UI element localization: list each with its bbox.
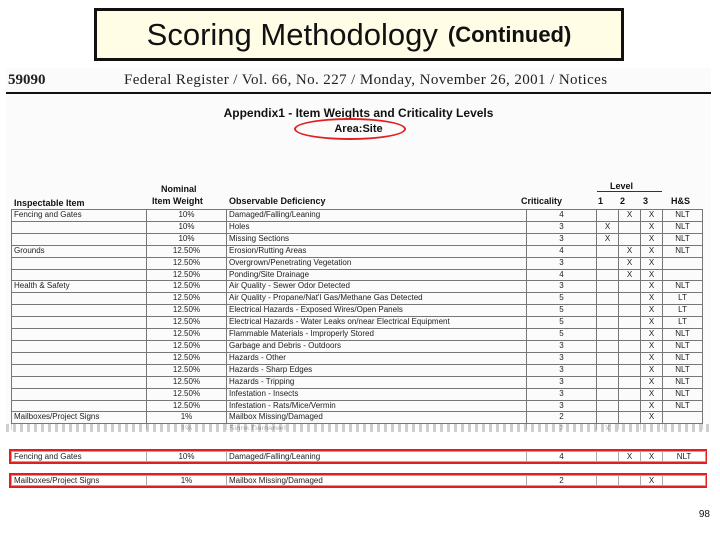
level-2-cell: X [619, 452, 641, 462]
header-rule [6, 92, 711, 94]
inspectable-item-cell: Mailboxes/Project Signs [12, 476, 147, 486]
item-weight-cell: 12.50% [147, 388, 227, 400]
level-2-cell [619, 281, 641, 293]
slide-title-box [94, 8, 624, 61]
level-3-cell: X [641, 400, 663, 412]
hs-cell: NLT [663, 400, 703, 412]
slide-subtitle: (Continued) [447, 21, 572, 47]
inspectable-item-cell: Health & Safety [12, 281, 147, 293]
criticality-cell: 3 [527, 221, 597, 233]
level-3-cell: X [641, 476, 663, 486]
level-2-cell [619, 476, 641, 486]
deficiency-cell: Hazards - Other [227, 352, 527, 364]
level-3-cell: X [641, 352, 663, 364]
item-weight-cell: 12.50% [147, 245, 227, 257]
table-row [12, 476, 706, 486]
item-weight-cell: 12.50% [147, 317, 227, 329]
level-3-cell: X [641, 245, 663, 257]
header-level-1: 1 [598, 196, 604, 206]
item-weight-cell: 12.50% [147, 269, 227, 281]
level-3-cell: X [641, 412, 663, 424]
level-3-cell: X [641, 293, 663, 305]
inspectable-item-cell [12, 221, 147, 233]
criticality-cell: 4 [527, 245, 597, 257]
table-row [12, 221, 703, 233]
highlight-row-mailboxes [9, 473, 707, 488]
level-2-cell [619, 329, 641, 341]
level-2-cell: X [619, 245, 641, 257]
item-weight-cell: 10% [147, 210, 227, 222]
table-row [12, 400, 703, 412]
level-1-cell [597, 364, 619, 376]
level-1-cell [597, 340, 619, 352]
criticality-cell: 3 [527, 233, 597, 245]
level-3-cell: X [641, 317, 663, 329]
item-weights-table [11, 209, 711, 430]
header-level-3: 3 [643, 196, 649, 206]
level-3-cell: X [641, 329, 663, 341]
level-3-cell: X [641, 210, 663, 222]
deficiency-cell: Mailbox Missing/Damaged [227, 476, 527, 486]
item-weight-cell: 1% [147, 476, 227, 486]
slide-number: 98 [698, 509, 710, 520]
table-row [12, 388, 703, 400]
level-1-cell [597, 476, 619, 486]
level-1-cell [597, 400, 619, 412]
header-inspectable-item: Inspectable Item [14, 198, 85, 208]
criticality-cell: 2 [527, 412, 597, 424]
hs-cell: NLT [663, 221, 703, 233]
level-2-cell: X [619, 257, 641, 269]
level-2-cell [619, 233, 641, 245]
level-2-cell [619, 352, 641, 364]
table-row [12, 317, 703, 329]
table-row [12, 452, 706, 462]
level-2-cell [619, 221, 641, 233]
deficiency-cell: Air Quality - Propane/Nat'l Gas/Methane Gas Detected [227, 293, 527, 305]
inspectable-item-cell [12, 400, 147, 412]
hs-cell: LT [663, 305, 703, 317]
level-1-cell [597, 257, 619, 269]
level-3-cell: X [641, 269, 663, 281]
deficiency-cell: Hazards - Sharp Edges [227, 364, 527, 376]
level-1-cell: X [597, 221, 619, 233]
level-3-cell: X [641, 257, 663, 269]
level-3-cell: X [641, 221, 663, 233]
item-weight-cell: 12.50% [147, 329, 227, 341]
inspectable-item-cell [12, 257, 147, 269]
level-3-cell: X [641, 452, 663, 462]
inspectable-item-cell [12, 352, 147, 364]
register-page-number: 59090 [8, 72, 46, 88]
level-2-cell [619, 364, 641, 376]
level-1-cell [597, 317, 619, 329]
criticality-cell: 5 [527, 317, 597, 329]
item-weight-cell: 12.50% [147, 352, 227, 364]
inspectable-item-cell [12, 329, 147, 341]
table-row [12, 352, 703, 364]
deficiency-cell: Infestation - Insects [227, 388, 527, 400]
item-weight-cell: 12.50% [147, 293, 227, 305]
level-2-cell: X [619, 210, 641, 222]
deficiency-cell: Garbage and Debris - Outdoors [227, 340, 527, 352]
table-row [12, 364, 703, 376]
inspectable-item-cell [12, 269, 147, 281]
header-criticality: Criticality [521, 196, 563, 206]
deficiency-cell: Damaged/Falling/Leaning [227, 210, 527, 222]
deficiency-cell: Electrical Hazards - Water Leaks on/near Electrical Equipment [227, 317, 527, 329]
level-1-cell [597, 293, 619, 305]
hs-cell: NLT [663, 245, 703, 257]
level-underline [597, 191, 662, 192]
header-hs: H&S [671, 196, 691, 206]
table-row [12, 340, 703, 352]
table-row [12, 233, 703, 245]
criticality-cell: 4 [527, 269, 597, 281]
hs-cell: NLT [663, 388, 703, 400]
scanned-register-page [6, 68, 711, 430]
level-1-cell: X [597, 233, 619, 245]
table-row [12, 376, 703, 388]
level-3-cell: X [641, 305, 663, 317]
level-1-cell [597, 269, 619, 281]
header-observable-deficiency: Observable Deficiency [229, 196, 326, 206]
deficiency-cell: Air Quality - Sewer Odor Detected [227, 281, 527, 293]
criticality-cell: 3 [527, 352, 597, 364]
criticality-cell: 3 [527, 257, 597, 269]
table-row [12, 281, 703, 293]
level-2-cell [619, 388, 641, 400]
level-1-cell [597, 388, 619, 400]
level-2-cell [619, 340, 641, 352]
header-level: Level [610, 181, 634, 191]
criticality-cell: 3 [527, 340, 597, 352]
level-1-cell [597, 452, 619, 462]
torn-edge [6, 424, 711, 432]
item-weight-cell: 10% [147, 233, 227, 245]
level-1-cell [597, 352, 619, 364]
inspectable-item-cell [12, 317, 147, 329]
table-row [12, 305, 703, 317]
appendix-area: Area:Site [334, 123, 383, 135]
inspectable-item-cell [12, 293, 147, 305]
criticality-cell: 5 [527, 305, 597, 317]
level-2-cell: X [619, 269, 641, 281]
register-title: Federal Register / Vol. 66, No. 227 / Monday, November 26, 2001 / Notices [124, 72, 608, 88]
appendix-title: Appendix1 - Item Weights and Criticality Levels [223, 106, 494, 120]
item-weight-cell: 10% [147, 452, 227, 462]
level-3-cell: X [641, 364, 663, 376]
table-row [12, 329, 703, 341]
table-row [12, 269, 703, 281]
level-1-cell [597, 305, 619, 317]
table-row [12, 210, 703, 222]
criticality-cell: 3 [527, 400, 597, 412]
header-item-weight: Item Weight [152, 196, 203, 206]
item-weight-cell: 12.50% [147, 400, 227, 412]
hs-cell: NLT [663, 352, 703, 364]
inspectable-item-cell: Grounds [12, 245, 147, 257]
table-row [12, 257, 703, 269]
level-1-cell [597, 412, 619, 424]
table-row [12, 293, 703, 305]
register-header [6, 72, 711, 94]
inspectable-item-cell [12, 340, 147, 352]
level-3-cell: X [641, 376, 663, 388]
deficiency-cell: Infestation - Rats/Mice/Vermin [227, 400, 527, 412]
level-3-cell: X [641, 388, 663, 400]
item-weight-cell: 12.50% [147, 305, 227, 317]
deficiency-cell: Holes [227, 221, 527, 233]
level-1-cell [597, 245, 619, 257]
inspectable-item-cell: Fencing and Gates [12, 210, 147, 222]
header-nominal: Nominal [161, 184, 197, 194]
hs-cell: NLT [663, 364, 703, 376]
deficiency-cell: Flammable Materials - Improperly Stored [227, 329, 527, 341]
level-3-cell: X [641, 233, 663, 245]
deficiency-cell: Electrical Hazards - Exposed Wires/Open Panels [227, 305, 527, 317]
hs-cell: NLT [663, 281, 703, 293]
level-2-cell [619, 400, 641, 412]
item-weight-cell: 1% [147, 412, 227, 424]
deficiency-cell: Hazards - Tripping [227, 376, 527, 388]
deficiency-cell: Ponding/Site Drainage [227, 269, 527, 281]
hs-cell: LT [663, 293, 703, 305]
level-2-cell [619, 376, 641, 388]
table-row [12, 245, 703, 257]
level-1-cell [597, 281, 619, 293]
deficiency-cell: Mailbox Missing/Damaged [227, 412, 527, 424]
deficiency-cell: Erosion/Rutting Areas [227, 245, 527, 257]
criticality-cell: 4 [527, 452, 597, 462]
criticality-cell: 5 [527, 329, 597, 341]
level-1-cell [597, 329, 619, 341]
criticality-cell: 5 [527, 293, 597, 305]
hs-cell: NLT [663, 452, 706, 462]
slide-title: Scoring Methodology [146, 16, 438, 52]
level-2-cell [619, 305, 641, 317]
inspectable-item-cell [12, 388, 147, 400]
hs-cell: LT [663, 317, 703, 329]
criticality-cell: 3 [527, 364, 597, 376]
criticality-cell: 2 [527, 476, 597, 486]
hs-cell: NLT [663, 329, 703, 341]
criticality-cell: 4 [527, 210, 597, 222]
hs-cell [663, 269, 703, 281]
item-weight-cell: 12.50% [147, 376, 227, 388]
level-1-cell [597, 210, 619, 222]
item-weight-cell: 10% [147, 221, 227, 233]
inspectable-item-cell [12, 233, 147, 245]
inspectable-item-cell [12, 376, 147, 388]
item-weight-cell: 12.50% [147, 281, 227, 293]
hs-cell: NLT [663, 233, 703, 245]
hs-cell [663, 412, 703, 424]
inspectable-item-cell [12, 364, 147, 376]
header-level-2: 2 [620, 196, 626, 206]
inspectable-item-cell: Fencing and Gates [12, 452, 147, 462]
deficiency-cell: Overgrown/Penetrating Vegetation [227, 257, 527, 269]
criticality-cell: 3 [527, 281, 597, 293]
level-1-cell [597, 376, 619, 388]
criticality-cell: 3 [527, 376, 597, 388]
table-row [12, 412, 703, 424]
hs-cell [663, 257, 703, 269]
criticality-cell: 3 [527, 388, 597, 400]
hs-cell: NLT [663, 376, 703, 388]
highlight-row-fencing [9, 449, 707, 464]
item-weight-cell: 12.50% [147, 257, 227, 269]
item-weight-cell: 12.50% [147, 340, 227, 352]
hs-cell: NLT [663, 340, 703, 352]
inspectable-item-cell [12, 305, 147, 317]
deficiency-cell: Damaged/Falling/Leaning [227, 452, 527, 462]
area-highlight-circle [294, 118, 406, 140]
level-3-cell: X [641, 281, 663, 293]
level-3-cell: X [641, 340, 663, 352]
item-weight-cell: 12.50% [147, 364, 227, 376]
inspectable-item-cell: Mailboxes/Project Signs [12, 412, 147, 424]
level-2-cell [619, 293, 641, 305]
hs-cell: NLT [663, 210, 703, 222]
level-2-cell [619, 412, 641, 424]
level-2-cell [619, 317, 641, 329]
deficiency-cell: Missing Sections [227, 233, 527, 245]
hs-cell [663, 476, 706, 486]
